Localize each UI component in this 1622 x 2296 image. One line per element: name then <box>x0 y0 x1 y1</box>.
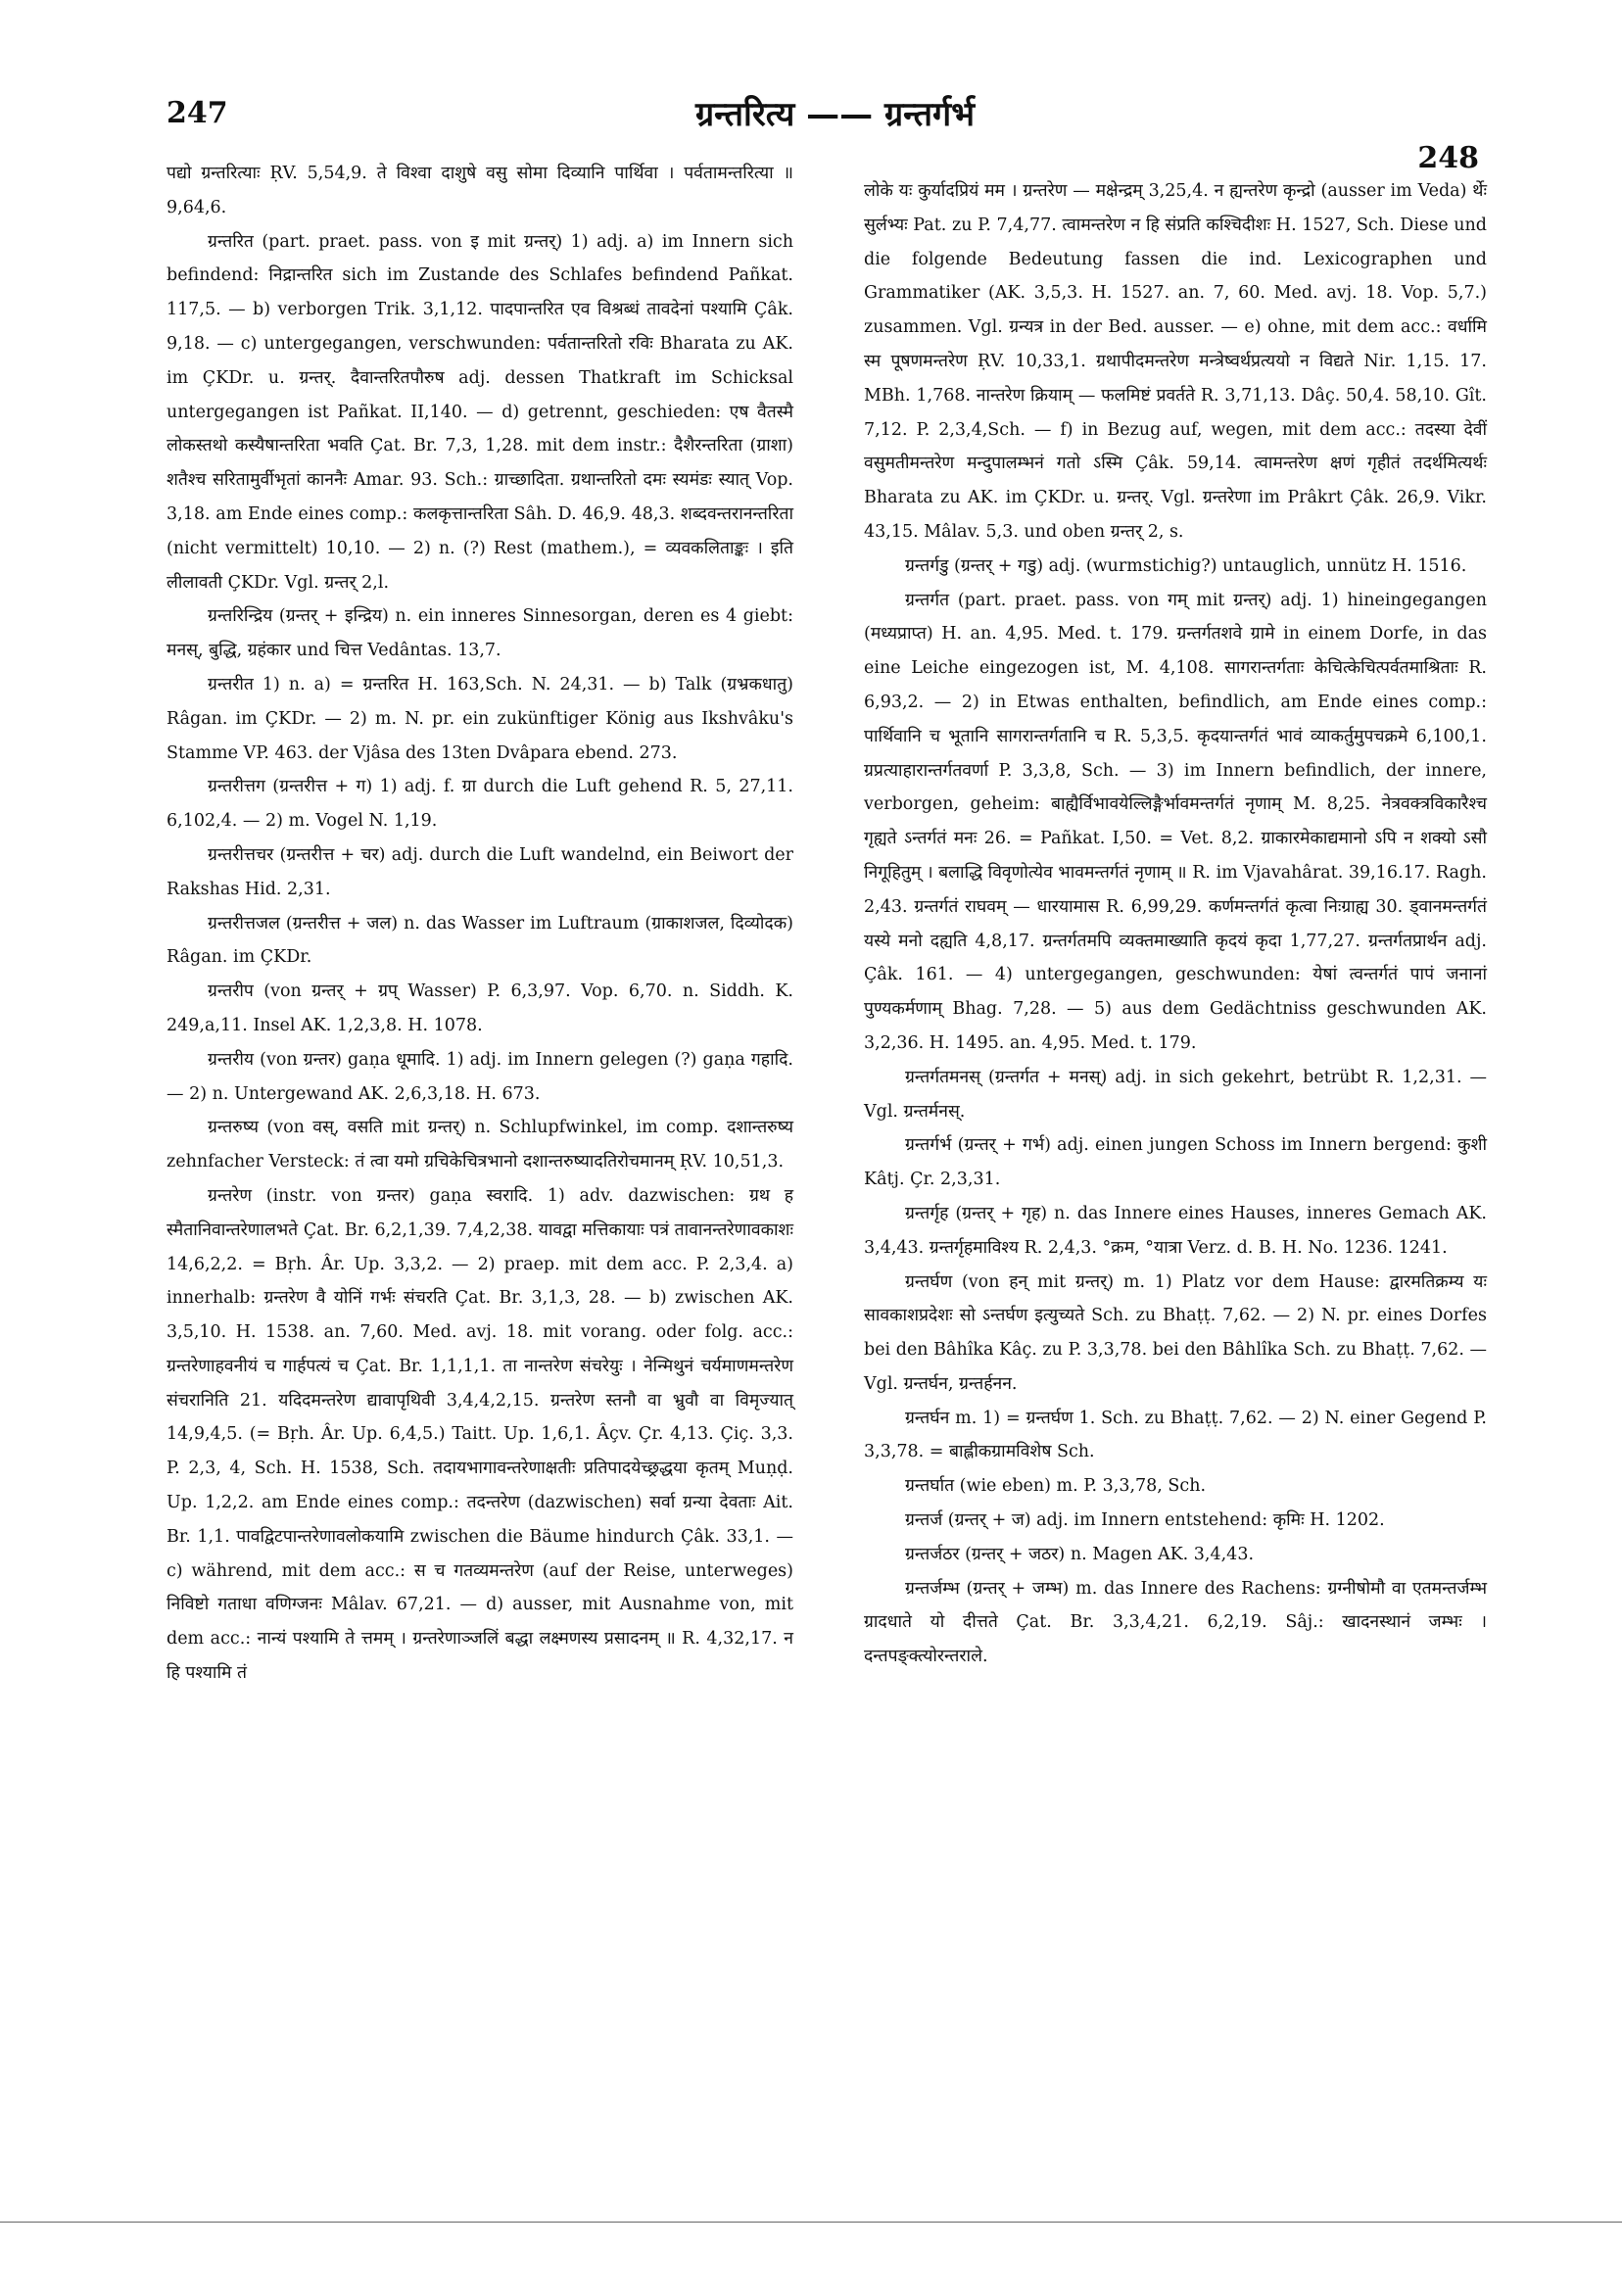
dictionary-entry: ग्रन्तर्गडु (ग्रन्तर् + गडु) adj. (wurmstichig?) untauglich, unnütz H. 1516. <box>905 555 1467 576</box>
bottom-rule <box>0 2222 1622 2223</box>
running-head: ग्रन्तरित्य —— ग्रन्तर्गर्भ <box>695 95 976 134</box>
left-page-number: 247 <box>167 96 228 130</box>
dictionary-entry: ग्रन्तर्गतमनस् (ग्रन्तर्गत + मनस्) adj. in sich gekehrt, betrübt R. 1,2,31. — Vgl. ग्रन्तर्मनस्. <box>864 1067 1487 1122</box>
entry-continuation: पद्यो ग्रन्तरित्याः ṚV. 5,54,9. ते विश्वा दाशुषे वसु सोमा दिव्यानि पार्थिवा । पर्वतामन्तरित्या ॥ 9,64,6. <box>167 164 793 217</box>
dictionary-entry: ग्रन्तर्जठर (ग्रन्तर् + जठर) n. Magen AK. 3,4,43. <box>905 1544 1255 1564</box>
left-column <box>167 157 793 1691</box>
dictionary-entry: ग्रन्तर्जम्भ (ग्रन्तर् + जम्भ) m. das Innere des Rachens: ग्रग्नीषोमौ वा एतमन्तर्जम्भ ग्रादधाते यो दीत्तते Çat. Br. 3,3,4,21. 6,2,19. Sâj.: खादनस्थानं जम्भः । दन्तपङ्क्त्योरन्तराले. <box>864 1578 1487 1667</box>
dictionary-entry: ग्रन्तरीय (von ग्रन्तर) gaṇa धूमादि. 1) adj. im Innern gelegen (?) gaṇa गहादि. — 2) n. Untergewand AK. 2,6,3,18. H. 673. <box>167 1049 793 1104</box>
right-column <box>864 174 1487 1674</box>
right-page-number: 248 <box>1417 141 1479 175</box>
dictionary-entry: ग्रन्तरीत्तग (ग्रन्तरीत्त + ग) 1) adj. f. ग्रा durch die Luft gehend R. 5, 27,11. 6,102,4. — 2) m. Vogel N. 1,19. <box>167 777 793 832</box>
dictionary-entry: ग्रन्तर्घात (wie eben) m. P. 3,3,78, Sch. <box>905 1476 1207 1497</box>
dictionary-entry: ग्रन्तर्ज (ग्रन्तर् + ज) adj. im Innern entstehend: कृमिः H. 1202. <box>905 1510 1385 1531</box>
dictionary-entry: ग्रन्तरिन्द्रिय (ग्रन्तर् + इन्द्रिय) n. ein inneres Sinnesorgan, deren es 4 giebt: मनस्, बुद्धि, ग्रहंकार und चित्त Vedântas. 13,7. <box>167 606 793 661</box>
dictionary-entry: ग्रन्तरीत्तचर (ग्रन्तरीत्त + चर) adj. durch die Luft wandelnd, ein Beiwort der Rakshas Hid. 2,31. <box>167 844 793 899</box>
dictionary-entry: ग्रन्तर्गर्भ (ग्रन्तर् + गर्भ) adj. einen jungen Schoss im Innern bergend: कुशी Kâtj. Çr. 2,3,31. <box>864 1135 1487 1190</box>
dictionary-entry: ग्रन्तरुष्य (von वस्, वसति mit ग्रन्तर्) n. Schlupfwinkel, im comp. दशान्तरुष्य zehnfacher Versteck: तं त्वा यमो ग्रचिकेचित्रभानो दशान्तरुष्यादतिरोचमानम् ṚV. 10,51,3. <box>167 1118 793 1172</box>
dictionary-entry: ग्रन्तर्गत (part. praet. pass. von गम् mit ग्रन्तर्) adj. 1) hineingegangen (मध्यप्राप्त) H. an. 4,95. Med. t. 179. ग्रन्तर्गतशवे ग्रामे in einem Dorfe, in das eine Leiche eingezogen ist, M. 4,108. सागरान्तर्गताः केचित्केचित्पर्वतमाश्रिताः R. 6,93,2. — 2) in Etwas enthalten, befindlich, am Ende eines comp.: पार्थिवानि च भूतानि सागरान्तर्गतानि च R. 5,3,5. कृदयान्तर्गतं भावं व्याकर्तुमुपचक्रमे 6,100,1. ग्रप्रत्याहारान्तर्गतवर्णा P. 3,3,8, Sch. — 3) im Innern befindlich, der innere, verborgen, geheim: बाह्यैर्विभावयेल्लिङ्गैर्भावमन्तर्गतं नृणाम् M. 8,25. नेत्रवक्त्रविकारैश्च गृह्यते ऽन्तर्गतं मनः 26. = Pañkat. I,50. = Vet. 8,2. ग्राकारमेकाद्यमानो ऽपि न शक्यो ऽसौ निगूहितुम् । बलाद्धि विवृणोत्येव भावमन्तर्गतं नृणाम् ॥ R. im Vjavahârat. 39,16.17. Ragh. 2,43. ग्रन्तर्गतं राघवम् — धारयामास R. 6,99,29. कर्णमन्तर्गतं कृत्वा निःग्राह्य 30. ड्वानमन्तर्गतं यस्ये मनो दह्यति 4,8,17. ग्रन्तर्गतमपि व्यक्तमाख्याति कृदयं कृदा 1,77,27. ग्रन्तर्गतप्रार्थन adj. Çâk. 161. — 4) untergegangen, geschwunden: येषां त्वन्तर्गतं पापं जनानां पुण्यकर्मणाम् Bhag. 7,28. — 5) aus dem Gedächtniss geschwunden AK. 3,2,36. H. 1495. an. 4,95. Med. t. 179. <box>864 590 1487 1053</box>
dictionary-entry: ग्रन्तरीत 1) n. a) = ग्रन्तरित H. 163,Sch. N. 24,31. — b) Talk (ग्रभ्रकधातु) Râgan. im ÇKDr. — 2) m. N. pr. ein zukünftiger König aus Ikshvâku's Stamme VP. 463. der Vjâsa des 13ten Dvâpara ebend. 273. <box>167 674 793 763</box>
dictionary-entry: ग्रन्तर्गृह (ग्रन्तर् + गृह) n. das Innere eines Hauses, inneres Gemach AK. 3,4,43. ग्रन्तर्गृहमाविश्य R. 2,4,3. °क्रम, °यात्रा Verz. d. B. H. No. 1236. 1241. <box>864 1203 1487 1258</box>
dictionary-entry: ग्रन्तरेण (instr. von ग्रन्तर) gaṇa स्वरादि. 1) adv. dazwischen: ग्रथ ह स्मैतानिवान्तरेणालभते Çat. Br. 6,2,1,39. 7,4,2,38. यावद्वा मत्तिकायाः पत्रं तावानन्तरेणावकाशः 14,6,2,2. = Bṛh. Âr. Up. 3,3,2. — 2) praep. mit dem acc. P. 2,3,4. a) innerhalb: ग्रन्तरेण वै योनिं गर्भः संचरति Çat. Br. 3,1,3, 28. — b) zwischen AK. 3,5,10. H. 1538. an. 7,60. Med. avj. 18. mit vorang. oder folg. acc.: ग्रन्तरेणाहवनीयं च गार्हपत्यं च Çat. Br. 1,1,1,1. ता नान्तरेण संचरेयुः । नेन्मिथुनं चर्यमाणमन्तरेण संचरानिति 21. यदिदमन्तरेण द्यावापृथिवी 3,4,4,2,15. ग्रन्तरेण स्तनौ वा भ्रुवौ वा विमृज्यात् 14,9,4,5. (= Bṛh. Âr. Up. 6,4,5.) Taitt. Up. 1,6,1. Âçv. Çr. 4,13. Çiç. 3,3. P. 2,3, 4, Sch. H. 1538, Sch. तदायभागावन्तरेणाक्षतीः प्रतिपादयेच्छ्रद्धया कृतम् Muṇḍ. Up. 1,2,2. am Ende eines comp.: तदन्तरेण (dazwischen) सर्वा ग्रन्या देवताः Ait. Br. 1,1. पावद्विटपान्तरेणावलोकयामि zwischen die Bäume hindurch Çâk. 33,1. — c) während, mit dem acc.: स च गतव्यमन्तरेण (auf der Reise, unterweges) निविष्टो गताधा वणिग्जनः Mâlav. 67,21. — d) ausser, mit Ausnahme von, mit dem acc.: नान्यं पश्यामि ते त्तमम् । ग्रन्तरेणाञ्जलिं बद्धा लक्ष्मणस्य प्रसादनम् ॥ R. 4,32,17. न हि पश्यामि तं <box>167 1185 793 1684</box>
dictionary-entry: ग्रन्तर्घन m. 1) = ग्रन्तर्घण 1. Sch. zu Bhaṭṭ. 7,62. — 2) N. einer Gegend P. 3,3,78. = बाह्लीकग्रामविशेष Sch. <box>864 1408 1487 1462</box>
entry-continuation: लोके यः कुर्यादप्रियं मम । ग्रन्तरेण — मक्षेन्द्रम् 3,25,4. न ह्यन्तरेण कृन्द्रो (ausser im Veda) र्थेः सुर्लभ्यः Pat. zu P. 7,4,77. त्वामन्तरेण न हि संप्रति कश्चिदीशः H. 1527, Sch. Diese und die folgende Bedeutung fassen die ind. Lexicographen und Grammatiker (AK. 3,5,3. H. 1527. an. 7, 60. Med. avj. 18. Vop. 5,7.) zusammen. Vgl. ग्रन्यत्र in der Bed. ausser. — e) ohne, mit dem acc.: वर्धामि स्म पूषणमन्तरेण ṚV. 10,33,1. ग्रथापीदमन्तरेण मन्त्रेष्वर्थप्रत्ययो न विद्यते Nir. 1,15. 17. MBh. 1,768. नान्तरेण क्रियाम् — फलमिष्टं प्रवर्तते R. 3,71,13. Dâç. 50,4. 58,10. Gît. 7,12. P. 2,3,4,Sch. — f) in Bezug auf, wegen, mit dem acc.: तदस्या देवीं वसुमतीमन्तरेण मन्दुपालम्भनं गतो ऽस्मि Çâk. 59,14. त्वामन्तरेण क्षणं गृहीतं तदर्थमित्यर्थः Bharata zu AK. im ÇKDr. u. ग्रन्तर्. Vgl. ग्रन्तरेणा im Prâkrt Çâk. 26,9. Vikr. 43,15. Mâlav. 5,3. und oben ग्रन्तर् 2, s. <box>864 181 1487 542</box>
dictionary-entry: ग्रन्तर्घण (von हन् mit ग्रन्तर्) m. 1) Platz vor dem Hause: द्वारमतिक्रम्य यः सावकाशप्रदेशः सो ऽन्तर्घण इत्युच्यते Sch. zu Bhaṭṭ. 7,62. — 2) N. pr. eines Dorfes bei den Bâhîka Kâç. zu P. 3,3,78. bei den Bâhlîka Sch. zu Bhaṭṭ. 7,62. — Vgl. ग्रन्तर्घन, ग्रन्तर्हनन. <box>864 1271 1487 1394</box>
dictionary-entry: ग्रन्तरीप (von ग्रन्तर् + ग्रप् Wasser) P. 6,3,97. Vop. 6,70. n. Siddh. K. 249,a,11. Insel AK. 1,2,3,8. H. 1078. <box>167 981 793 1035</box>
page-header <box>167 90 1479 175</box>
dictionary-entry: ग्रन्तरीत्तजल (ग्रन्तरीत्त + जल) n. das Wasser im Luftraum (ग्राकाशजल, दिव्योदक) Râgan. im ÇKDr. <box>167 913 793 968</box>
dictionary-entry: ग्रन्तरित (part. praet. pass. von इ mit ग्रन्तर्) 1) adj. a) im Innern sich befindend: निद्रान्तरित sich im Zustande des Schlafes befindend Pañkat. 117,5. — b) verborgen Trik. 3,1,12. पादपान्तरित एव विश्रब्धं तावदेनां पश्यामि Çâk. 9,18. — c) untergegangen, verschwunden: पर्वतान्तरितो रविः Bharata zu AK. im ÇKDr. u. ग्रन्तर्. दैवान्तरितपौरुष adj. dessen Thatkraft im Schicksal untergegangen ist Pañkat. II,140. — d) getrennt, geschieden: एष वैतस्मै लोकस्तथो कस्यैषान्तरिता भवति Çat. Br. 7,3, 1,28. mit dem instr.: दैशैरन्तरिता (ग्राशा) शतैश्च सरितामुर्वीभृतां काननैः Amar. 93. Sch.: ग्राच्छादिता. ग्रथान्तरितो दमः स्यमंडः स्यात् Vop. 3,18. am Ende eines comp.: कलकृत्तान्तरिता Sâh. D. 46,9. 48,3. शब्दवन्तरानन्तरिता (nicht vermittelt) 10,10. — 2) n. (?) Rest (mathem.), = व्यवकलिताङ्कः । इति लीलावती ÇKDr. Vgl. ग्रन्तर् 2,l. <box>167 231 793 593</box>
